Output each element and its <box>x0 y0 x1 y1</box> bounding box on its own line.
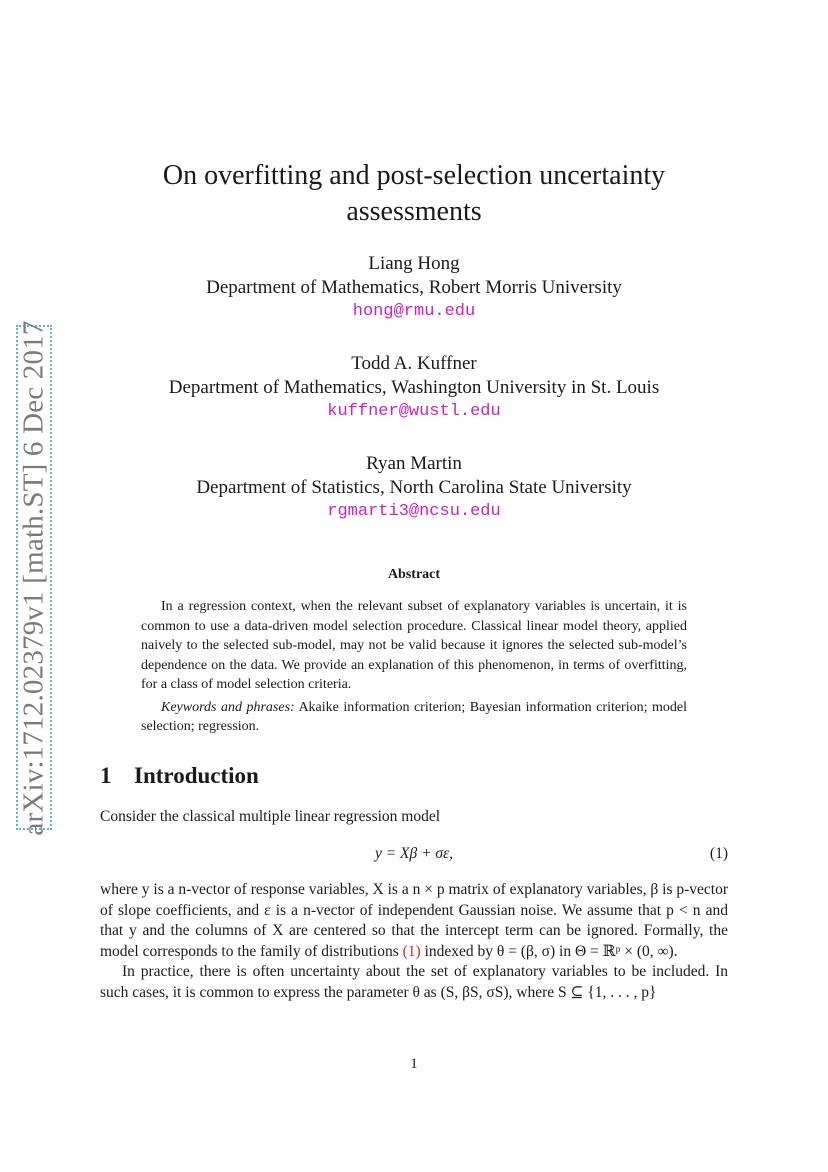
paragraph-1 <box>100 880 728 962</box>
author-block-2 <box>100 352 728 424</box>
intro-sentence-text: Consider the classical multiple linear regression model <box>100 808 441 825</box>
section-heading <box>100 763 259 789</box>
arxiv-stamp <box>16 319 52 836</box>
author-name: Liang Hong <box>368 253 460 274</box>
author-name: Ryan Martin <box>366 453 462 474</box>
keywords-text: Akaike information criterion; Bayesian information criterion; model selection; regression. <box>141 699 687 734</box>
author-email[interactable]: kuffner@wustl.edu <box>327 402 501 421</box>
equation-body: y = Xβ + σε, <box>374 845 454 862</box>
keywords-label: Keywords and phrases: <box>161 699 295 715</box>
section-title: Introduction <box>134 763 259 788</box>
equation-reference-link[interactable]: (1) <box>402 942 421 960</box>
intro-sentence <box>100 807 728 828</box>
author-affiliation: Department of Statistics, North Carolina State University <box>196 477 632 498</box>
paragraph-1-text-a: where y is a n-vector of response variables, X is a n × p matrix of explanatory variables, β is p-vector of slope coefficients, and ε is a n-vector of independent Gaussian noise. We assume that p < n and that y and the columns of X are centered so that the intercept term can be ignored. Formally, the model corresponds to the family of distributions <box>100 881 728 960</box>
intro-body <box>100 880 728 1003</box>
author-block-3 <box>100 452 728 524</box>
paragraph-1-text-b: indexed by θ = (β, σ) in Θ = ℝᵖ × (0, ∞). <box>420 942 678 960</box>
equation-1 <box>100 845 728 863</box>
abstract-text: In a regression context, when the relevant subset of explanatory variables is uncertain, it is common to use a data-driven model selection procedure. Classical linear model theory, applied naively to the selected sub-model, may not be valid because it ignores the selected sub-model’s dependence on the data. We provide an explanation of this phenomenon, in terms of overfitting, for a class of model selection criteria. <box>141 599 687 692</box>
equation-number: (1) <box>709 845 728 862</box>
abstract-body <box>141 597 687 737</box>
title-line-1: On overfitting and post-selection uncertainty <box>162 160 666 191</box>
paragraph-2: In practice, there is often uncertainty about the set of explanatory variables to be included. In such cases, it is common to express the parameter θ as (S, βS, σS), where S ⊆ {1, . . . , p} <box>100 963 728 1001</box>
author-name: Todd A. Kuffner <box>351 353 477 374</box>
author-affiliation: Department of Mathematics, Washington University in St. Louis <box>168 377 660 398</box>
author-block-1 <box>100 252 728 324</box>
keywords <box>141 698 687 737</box>
paper-title <box>100 158 728 230</box>
arxiv-id-text: arXiv:1712.02379v1 [math.ST] 6 Dec 2017 <box>17 319 50 836</box>
author-affiliation: Department of Mathematics, Robert Morris University <box>206 277 622 298</box>
author-email[interactable]: hong@rmu.edu <box>352 302 476 321</box>
author-email[interactable]: rgmarti3@ncsu.edu <box>327 502 501 521</box>
page-number: 1 <box>410 1056 418 1072</box>
section-number: 1 <box>100 763 112 788</box>
title-line-2: assessments <box>346 196 482 227</box>
abstract-heading: Abstract <box>387 567 441 582</box>
